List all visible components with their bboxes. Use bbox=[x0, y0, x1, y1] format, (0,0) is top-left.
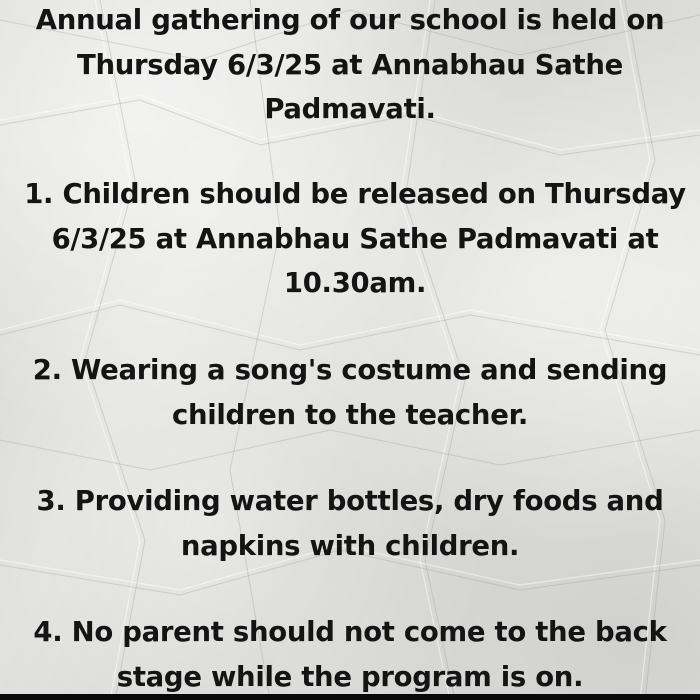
notice-intro: Annual gathering of our school is held on Thursday 6/3/25 at Annabhau Sathe Padmavati. bbox=[35, 4, 665, 125]
bottom-border-bar bbox=[0, 694, 700, 700]
notice-item-4: 4. No parent should not come to the back stage while the program is on. bbox=[33, 616, 667, 693]
notice-item-3: 3. Providing water bottles, dry foods and napkins with children. bbox=[36, 485, 664, 562]
notice-item-2: 2. Wearing a song's costume and sending children to the teacher. bbox=[32, 354, 668, 431]
notice-item-1: 1. Children should be released on Thursday 6/3/25 at Annabhau Sathe Padmavati at 10.30am. bbox=[24, 178, 686, 299]
